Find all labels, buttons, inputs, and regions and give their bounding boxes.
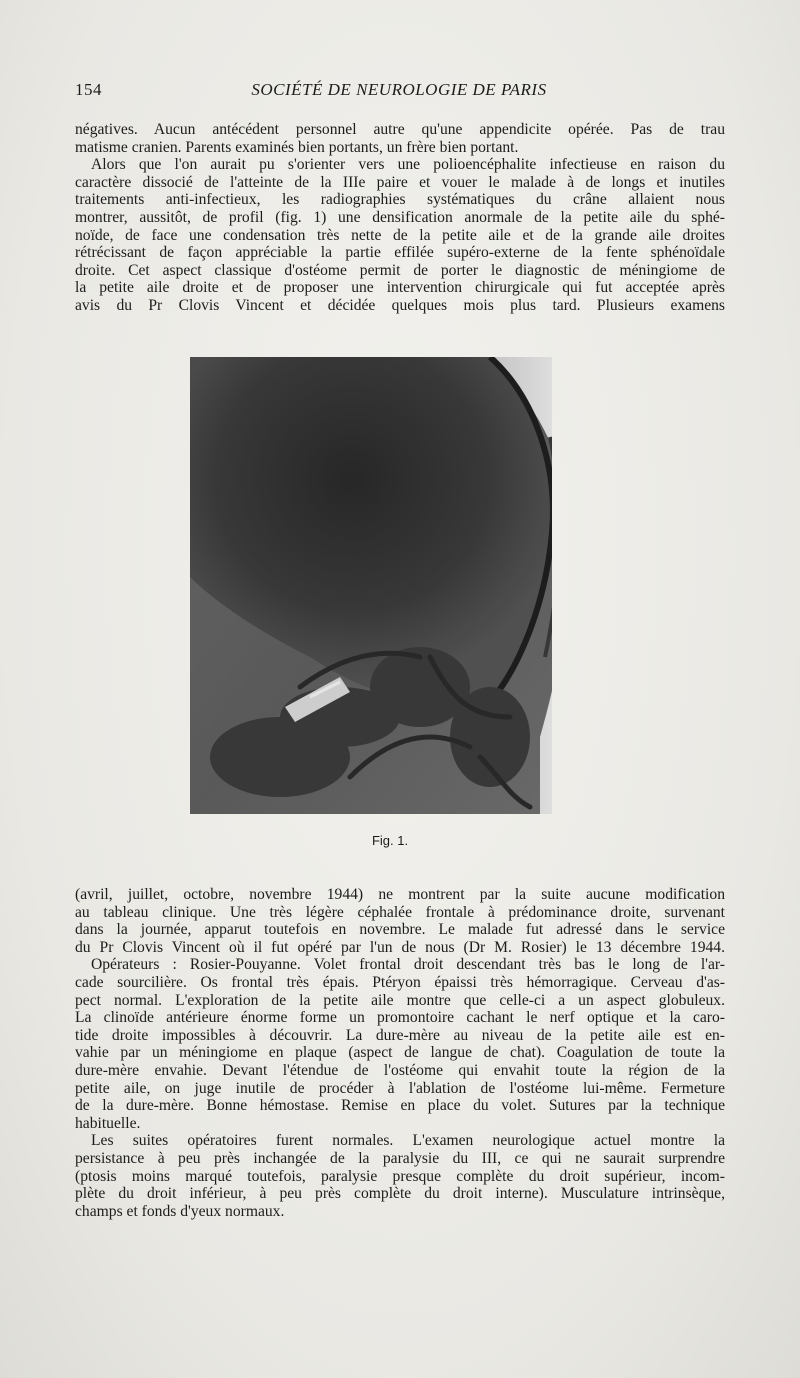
text-line: noïde, de face une condensation très nette de la petite aile et de la grande aile droites bbox=[75, 226, 725, 244]
text-line: champs et fonds d'yeux normaux. bbox=[75, 1202, 285, 1220]
running-title: SOCIÉTÉ DE NEUROLOGIE DE PARIS bbox=[251, 80, 547, 99]
text-line: rétrécissant de façon appréciable la partie effilée supéro-externe de la fente sphénoïdale bbox=[75, 244, 725, 262]
skull-radiograph-figure bbox=[190, 357, 552, 814]
page-number: 154 bbox=[75, 80, 102, 99]
figure-caption: Fig. 1. bbox=[371, 833, 409, 848]
text-line: Opérateurs : Rosier-Pouyanne. Volet frontal droit descendant très bas le long de l'ar- bbox=[91, 956, 725, 974]
text-line: de la dure-mère. Bonne hémostase. Remise en place du volet. Sutures par la technique bbox=[75, 1097, 725, 1115]
text-line: droite. Cet aspect classique d'ostéome permit de porter le diagnostic de méningiome de bbox=[75, 261, 725, 279]
text-line: dans la journée, apparut toutefois en novembre. Le malade fut adressé dans le service bbox=[75, 921, 725, 939]
text-line: du Pr Clovis Vincent où il fut opéré par l'un de nous (Dr M. Rosier) le 13 décembre 1944. bbox=[75, 938, 725, 956]
text-line: la petite aile droite et de proposer une intervention chirurgicale qui fut acceptée après bbox=[75, 279, 725, 297]
text-line: petite aile, on juge inutile de procéder à l'ablation de l'ostéome lui-même. Fermeture bbox=[75, 1079, 725, 1097]
text-block-top bbox=[75, 121, 725, 315]
text-line: Alors que l'on aurait pu s'orienter vers une polioencéphalite infectieuse en raison du bbox=[91, 156, 725, 174]
text-line: persistance à peu près inchangée de la paralysie du III, ce qui ne saurait surprendre bbox=[75, 1149, 725, 1167]
text-line: traitements anti-infectieux, les radiographies systématiques du crâne allaient nous bbox=[75, 191, 725, 209]
text-block-bottom bbox=[75, 886, 725, 1220]
text-line: (ptosis moins marqué toutefois, paralysie presque complète du droit supérieur, incom- bbox=[75, 1167, 725, 1185]
text-line: dure-mère envahie. Devant l'étendue de l'ostéome qui envahit toute la région de la bbox=[75, 1061, 725, 1079]
text-line: caractère dissocié de l'atteinte de la IIIe paire et vouer le malade à de longs et inutiles bbox=[75, 173, 725, 191]
text-line: (avril, juillet, octobre, novembre 1944) ne montrent par la suite aucune modification bbox=[75, 886, 725, 903]
text-line: tide droite impossibles à découvrir. La dure-mère au niveau de la petite aile est en- bbox=[75, 1026, 725, 1044]
text-line: pect normal. L'exploration de la petite aile montre que celle-ci a un aspect globuleux. bbox=[75, 991, 725, 1009]
page-header bbox=[75, 80, 723, 104]
text-line: montrer, aussitôt, de profil (fig. 1) une densification anormale de la petite aile du sphé- bbox=[75, 208, 725, 226]
text-line: vahie par un méningiome en plaque (aspect de langue de chat). Coagulation de toute la bbox=[75, 1044, 725, 1062]
text-line: plète du droit inférieur, à peu près complète du droit interne). Musculature intrinsèque, bbox=[75, 1185, 725, 1203]
text-line: habituelle. bbox=[75, 1114, 141, 1132]
text-line: au tableau clinique. Une très légère céphalée frontale à prédominance droite, survenant bbox=[75, 903, 725, 921]
text-line: cade sourcilière. Os frontal très épais. Ptéryon épaissi très hémorragique. Cerveau d'as- bbox=[75, 973, 725, 991]
text-line: avis du Pr Clovis Vincent et décidée quelques mois plus tard. Plusieurs examens bbox=[75, 296, 725, 314]
text-line: Les suites opératoires furent normales. L'examen neurologique actuel montre la bbox=[91, 1132, 725, 1150]
text-line: La clinoïde antérieure énorme forme un promontoire cachant le nerf optique et la caro- bbox=[75, 1009, 725, 1027]
text-line: négatives. Aucun antécédent personnel autre qu'une appendicite opérée. Pas de trau bbox=[75, 121, 725, 138]
text-line: matisme cranien. Parents examinés bien portants, un frère bien portant. bbox=[75, 138, 519, 156]
radiograph-image bbox=[190, 357, 552, 814]
